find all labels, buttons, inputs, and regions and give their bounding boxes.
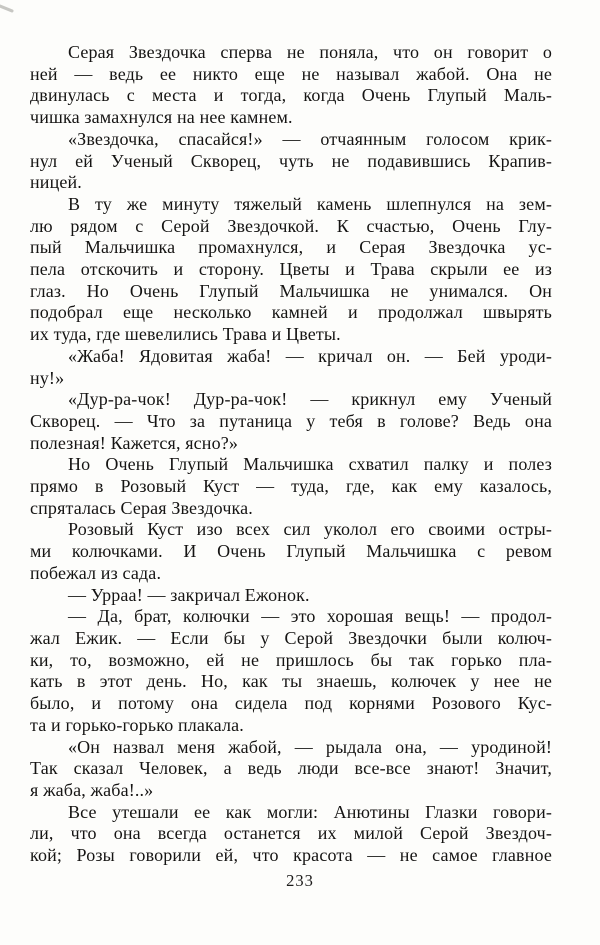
text-line: полезная! Кажется, ясно?»: [30, 432, 239, 453]
text-line: пела отскочить и сторону. Цветы и Трава скрыли ее из: [30, 259, 552, 280]
text-line: ми колючками. И Очень Глупый Мальчишка с ревом: [30, 541, 552, 562]
text-line: я жаба, жаба!..»: [30, 779, 154, 800]
text-line: ну!»: [30, 367, 65, 388]
text-line: Розовый Куст изо всех сил уколол его своими остры-: [68, 519, 552, 540]
text-line: нул ей Ученый Скворец, чуть не подавившись Крапив-: [30, 150, 552, 171]
text-line: Так сказал Человек, а ведь люди все-все знают! Значит,: [30, 758, 552, 779]
text-line: «Жаба! Ядовитая жаба! — кричал он. — Бей уроди-: [68, 345, 552, 366]
text-line: спряталась Серая Звездочка.: [30, 497, 253, 518]
text-line: Скворец. — Что за путаница у тебя в голове? Ведь она: [30, 410, 552, 431]
text-line: двинулась с места и тогда, когда Очень Глупый Маль-: [30, 85, 552, 106]
text-line: — Урраа! — закричал Ежонок.: [68, 584, 310, 605]
text-line: их туда, где шевелились Трава и Цветы.: [30, 324, 341, 345]
text-line: чишка замахнулся на нее камнем.: [30, 107, 293, 128]
text-line: ницей.: [30, 172, 82, 193]
text-line: Серая Звездочка сперва не поняла, что он говорит о: [68, 42, 552, 62]
text-line: лю рядом с Серой Звездочкой. К счастью, Очень Глу-: [30, 215, 552, 236]
text-line: пый Мальчишка промахнулся, и Серая Звездочка ус-: [30, 237, 552, 258]
text-line: жал Ежик. — Если бы у Серой Звездочки были колюч-: [30, 627, 552, 648]
text-line: «Дур-ра-чок! Дур-ра-чок! — крикнул ему Ученый: [68, 389, 552, 410]
text-line: «Звездочка, спасайся!» — отчаянным голосом крик-: [68, 128, 552, 149]
text-line: та и горько-горько плакала.: [30, 714, 244, 735]
text-line: — Да, брат, колючки — это хорошая вещь! — продол-: [68, 606, 552, 627]
text-line: побежал из сада.: [30, 562, 162, 583]
text-line: прямо в Розовый Куст — туда, где, как ему казалось,: [30, 476, 552, 497]
text-line: подобрал еще несколько камней и продолжал швырять: [30, 302, 552, 323]
page-number: 233: [286, 871, 314, 890]
text-line: Все утешали ее как могли: Анютины Глазки говори-: [68, 801, 552, 822]
text-line: ки, то, возможно, ей не пришлось бы так горько пла-: [30, 649, 552, 670]
text-line: глаз. Но Очень Глупый Мальчишка не унимался. Он: [30, 280, 552, 301]
text-line: ней — ведь ее никто еще не называл жабой. Она не: [30, 63, 552, 84]
text-line: Но Очень Глупый Мальчишка схватил палку и полез: [68, 454, 552, 475]
text-line: было, и потому она сидела под корнями Розового Кус-: [30, 693, 552, 714]
text-line: В ту же минуту тяжелый камень шлепнулся на зем-: [68, 193, 552, 214]
text-block: [30, 42, 552, 867]
text-line: ли, что она всегда останется их милой Серой Звездоч-: [30, 823, 552, 844]
text-line: кой; Розы говорили ей, что красота — не самое главное: [30, 845, 552, 866]
text-line: «Он назвал меня жабой, — рыдала она, — уродиной!: [68, 736, 552, 757]
scan-artifact-mark: [0, 4, 14, 13]
text-line: кать в этот день. Но, как ты знаешь, колючек у нее не: [30, 671, 552, 692]
